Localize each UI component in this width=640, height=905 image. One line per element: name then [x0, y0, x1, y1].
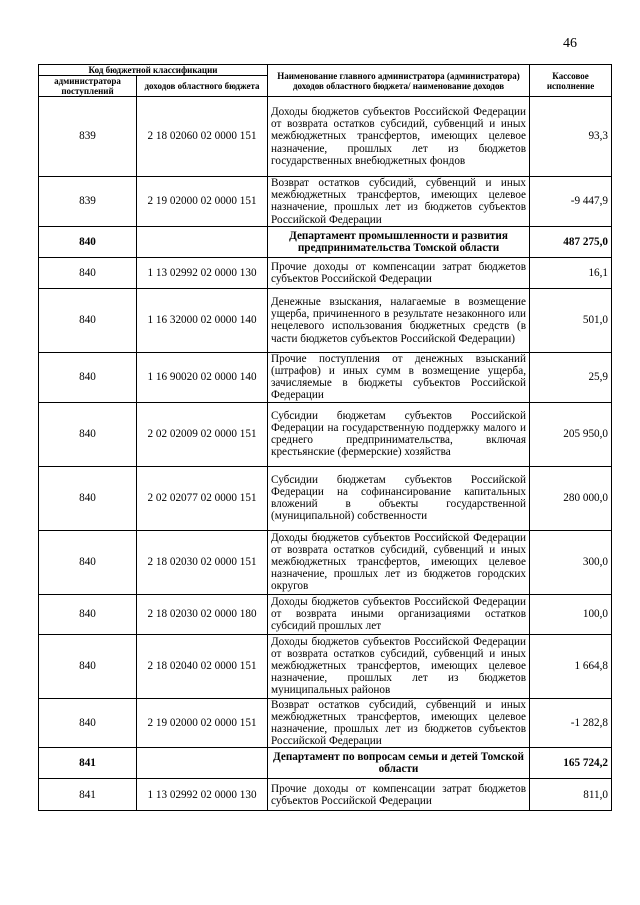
- income-name-cell: Возврат остатков субсидий, субвенций и иных межбюджетных трансфертов, имеющих целевое назначение, прошлых лет из бюджетов субъектов Российской Федерации: [268, 698, 530, 748]
- table-row: [39, 530, 612, 594]
- income-code-cell: 1 13 02992 02 0000 130: [137, 257, 268, 288]
- income-code-cell: [137, 748, 268, 779]
- admin-code-cell: 840: [39, 288, 137, 352]
- admin-code-cell: 841: [39, 748, 137, 779]
- amount-cell: 487 275,0: [530, 226, 612, 257]
- header-admin-column: администратора поступлений: [39, 76, 137, 97]
- amount-cell: 165 724,2: [530, 748, 612, 779]
- income-code-cell: [137, 226, 268, 257]
- amount-cell: -9 447,9: [530, 177, 612, 227]
- table-row: [39, 97, 612, 177]
- section-row: [39, 226, 612, 257]
- income-name-cell: Доходы бюджетов субъектов Российской Федерации от возврата остатков субсидий, субвенций и иных межбюджетных трансфертов, имеющих целевое назначение, прошлых лет из бюджетов муниципальных районов: [268, 634, 530, 698]
- amount-cell: 300,0: [530, 530, 612, 594]
- admin-code-cell: 840: [39, 594, 137, 634]
- table-row: [39, 288, 612, 352]
- income-name-cell: Доходы бюджетов субъектов Российской Федерации от возврата остатков субсидий, субвенций и иных межбюджетных трансфертов, имеющих целевое назначение, прошлых лет из бюджетов городских округов: [268, 530, 530, 594]
- table-row: [39, 402, 612, 466]
- income-name-cell: Департамент промышленности и развития предпринимательства Томской области: [268, 226, 530, 257]
- income-name-cell: Департамент по вопросам семьи и детей Томской области: [268, 748, 530, 779]
- page-number: 46: [563, 36, 577, 51]
- admin-code-cell: 840: [39, 698, 137, 748]
- income-name-cell: Доходы бюджетов субъектов Российской Федерации от возврата остатков субсидий, субвенций и иных межбюджетных трансфертов, имеющих целевое назначение, прошлых лет из бюджетов государственных внебюджетных фондов: [268, 97, 530, 177]
- income-code-cell: 2 19 02000 02 0000 151: [137, 698, 268, 748]
- amount-cell: 280 000,0: [530, 466, 612, 530]
- admin-code-cell: 840: [39, 226, 137, 257]
- admin-code-cell: 839: [39, 177, 137, 227]
- income-name-cell: Субсидии бюджетам субъектов Российской Федерации на софинансирование капитальных вложений в объекты государственной (муниципальной) собственности: [268, 466, 530, 530]
- income-code-cell: 1 16 32000 02 0000 140: [137, 288, 268, 352]
- header-code-group: Код бюджетной классификации: [39, 65, 268, 76]
- amount-cell: 16,1: [530, 257, 612, 288]
- table-row: [39, 466, 612, 530]
- admin-code-cell: 840: [39, 634, 137, 698]
- amount-cell: 811,0: [530, 779, 612, 811]
- amount-cell: 501,0: [530, 288, 612, 352]
- income-name-cell: Прочие поступления от денежных взысканий (штрафов) и иных сумм в возмещение ущерба, зачисляемые в бюджеты субъектов Российской Федерации: [268, 352, 530, 402]
- admin-code-cell: 840: [39, 402, 137, 466]
- table-row: [39, 698, 612, 748]
- admin-code-cell: 840: [39, 466, 137, 530]
- section-row: [39, 748, 612, 779]
- header-income-column: доходов областного бюджета: [137, 76, 268, 97]
- income-code-cell: 2 18 02030 02 0000 180: [137, 594, 268, 634]
- amount-cell: -1 282,8: [530, 698, 612, 748]
- admin-code-cell: 841: [39, 779, 137, 811]
- admin-code-cell: 840: [39, 352, 137, 402]
- amount-cell: 25,9: [530, 352, 612, 402]
- amount-cell: 93,3: [530, 97, 612, 177]
- income-name-cell: Субсидии бюджетам субъектов Российской Федерации на государственную поддержку малого и среднего предпринимательства, включая крестьянские (фермерские) хозяйства: [268, 402, 530, 466]
- table-row: [39, 177, 612, 227]
- admin-code-cell: 840: [39, 257, 137, 288]
- income-code-cell: 2 18 02040 02 0000 151: [137, 634, 268, 698]
- amount-cell: 1 664,8: [530, 634, 612, 698]
- table-row: [39, 634, 612, 698]
- header-name-column: Наименование главного администратора (администратора) доходов областного бюджета/ наименование доходов: [268, 65, 530, 97]
- admin-code-cell: 840: [39, 530, 137, 594]
- table-row: [39, 352, 612, 402]
- income-code-cell: 2 02 02077 02 0000 151: [137, 466, 268, 530]
- table-row: [39, 257, 612, 288]
- income-code-cell: 2 19 02000 02 0000 151: [137, 177, 268, 227]
- income-code-cell: 1 16 90020 02 0000 140: [137, 352, 268, 402]
- table-row: [39, 779, 612, 811]
- admin-code-cell: 839: [39, 97, 137, 177]
- income-code-cell: 2 18 02030 02 0000 151: [137, 530, 268, 594]
- income-code-cell: 1 13 02992 02 0000 130: [137, 779, 268, 811]
- budget-table: [38, 64, 612, 811]
- header-amount-column: Кассовое исполнение: [530, 65, 612, 97]
- income-name-cell: Доходы бюджетов субъектов Российской Федерации от возврата иными организациями остатков субсидий прошлых лет: [268, 594, 530, 634]
- table-row: [39, 594, 612, 634]
- income-code-cell: 2 18 02060 02 0000 151: [137, 97, 268, 177]
- income-name-cell: Прочие доходы от компенсации затрат бюджетов субъектов Российской Федерации: [268, 779, 530, 811]
- table-body: [39, 97, 612, 811]
- income-name-cell: Возврат остатков субсидий, субвенций и иных межбюджетных трансфертов, имеющих целевое назначение, прошлых лет из бюджетов субъектов Российской Федерации: [268, 177, 530, 227]
- income-name-cell: Прочие доходы от компенсации затрат бюджетов субъектов Российской Федерации: [268, 257, 530, 288]
- income-name-cell: Денежные взыскания, налагаемые в возмещение ущерба, причиненного в результате незаконного или нецелевого использования бюджетных средств (в части бюджетов субъектов Российской Федерации): [268, 288, 530, 352]
- amount-cell: 205 950,0: [530, 402, 612, 466]
- amount-cell: 100,0: [530, 594, 612, 634]
- income-code-cell: 2 02 02009 02 0000 151: [137, 402, 268, 466]
